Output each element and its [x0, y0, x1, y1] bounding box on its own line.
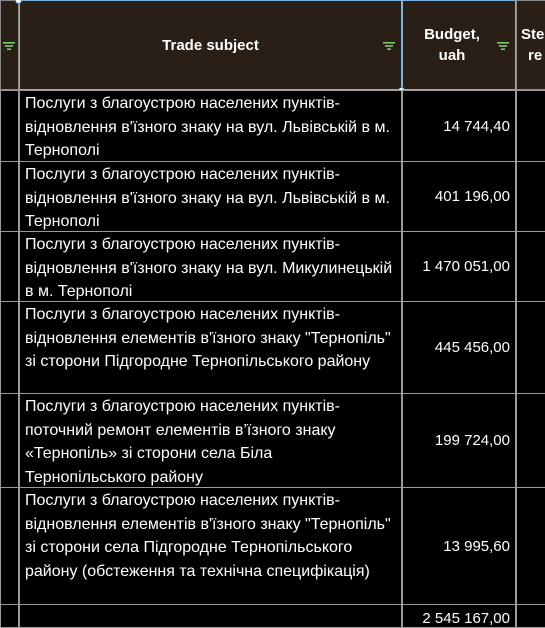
header-cell-budget[interactable]: [402, 0, 516, 90]
table-row[interactable]: [0, 301, 545, 394]
row-selector-cell[interactable]: [0, 487, 19, 605]
total-row[interactable]: [0, 604, 545, 628]
row-selector-cell[interactable]: [0, 231, 19, 302]
table-row[interactable]: [0, 393, 545, 488]
header-budget-unit: uah: [438, 47, 466, 64]
total-label-cell[interactable]: [19, 604, 402, 628]
filter-dropdown-icon[interactable]: [497, 41, 509, 51]
budget-cell[interactable]: [402, 161, 516, 232]
row-selector-cell[interactable]: [0, 393, 19, 488]
next-column-cell[interactable]: [516, 161, 545, 232]
next-column-cell[interactable]: [516, 393, 545, 488]
next-column-cell[interactable]: [516, 604, 545, 628]
header-budget-label: Budget,: [424, 26, 480, 43]
row-selector-cell[interactable]: [0, 90, 19, 162]
header-cell-row-selector[interactable]: [0, 0, 19, 90]
trade-subject-cell[interactable]: Послуги з благоустрою населених пунктів- відновлення елементів в'їзного знаку "Тернопіль" зі сторони Підгородне Тернопільського району: [19, 301, 402, 394]
budget-cell[interactable]: [402, 487, 516, 605]
budget-value: 14 744,40: [443, 117, 510, 135]
header-trade-subject-label: Trade subject: [162, 36, 259, 54]
total-budget-cell[interactable]: [402, 604, 516, 628]
budget-value: 13 995,60: [443, 537, 510, 555]
table-row[interactable]: [0, 231, 545, 302]
next-column-cell[interactable]: [516, 90, 545, 162]
header-next-label-2: re: [528, 47, 543, 64]
header-next-label: Ste: [521, 26, 545, 43]
budget-value: 401 196,00: [434, 188, 510, 205]
table-row[interactable]: [0, 90, 545, 162]
next-column-cell[interactable]: [516, 301, 545, 394]
trade-subject-cell[interactable]: Послуги з благоустрою населених пунктів- відновлення в'їзного знаку на вул. Львівській в м. Тернополі: [19, 161, 402, 232]
trade-subject-cell[interactable]: Послуги з благоустрою населених пунктів- відновлення елементів в'їзного знаку "Тернопіль" зі сторони села Підгородне Тернопільського району (обстеження та технічна специфікація): [19, 487, 402, 605]
budget-cell[interactable]: [402, 301, 516, 394]
budget-value: 199 724,00: [434, 432, 510, 449]
next-column-cell[interactable]: [516, 231, 545, 302]
table-row[interactable]: [0, 487, 545, 605]
trade-subject-cell[interactable]: Послуги з благоустрою населених пунктів- відновлення в'їзного знаку на вул. Микулинецькій в м. Тернополі: [19, 231, 402, 302]
header-cell-next-column[interactable]: [516, 0, 545, 90]
budget-value: 445 456,00: [434, 339, 510, 356]
trade-subject-cell[interactable]: Послуги з благоустрою населених пунктів- відновлення в'їзного знаку на вул. Львівській в м. Тернополі: [19, 90, 402, 162]
table-row[interactable]: [0, 161, 545, 232]
filter-dropdown-icon[interactable]: [383, 41, 395, 51]
budget-value: 1 470 051,00: [422, 258, 510, 275]
trade-subject-cell[interactable]: Послуги з благоустрою населених пунктів- поточний ремонт елементів в’їзного знаку «Тернопіль» зі сторони села Біла Тернопільського району: [19, 393, 402, 488]
row-selector-cell[interactable]: [0, 161, 19, 232]
next-column-cell[interactable]: [516, 487, 545, 605]
budget-cell[interactable]: [402, 90, 516, 162]
budget-cell[interactable]: [402, 231, 516, 302]
row-selector-cell[interactable]: [0, 604, 19, 628]
header-cell-trade-subject[interactable]: [19, 0, 402, 90]
row-selector-cell[interactable]: [0, 301, 19, 394]
filter-dropdown-icon[interactable]: [3, 41, 15, 51]
budget-cell[interactable]: [402, 393, 516, 488]
total-budget-value: 2 545 167,00: [422, 610, 510, 627]
